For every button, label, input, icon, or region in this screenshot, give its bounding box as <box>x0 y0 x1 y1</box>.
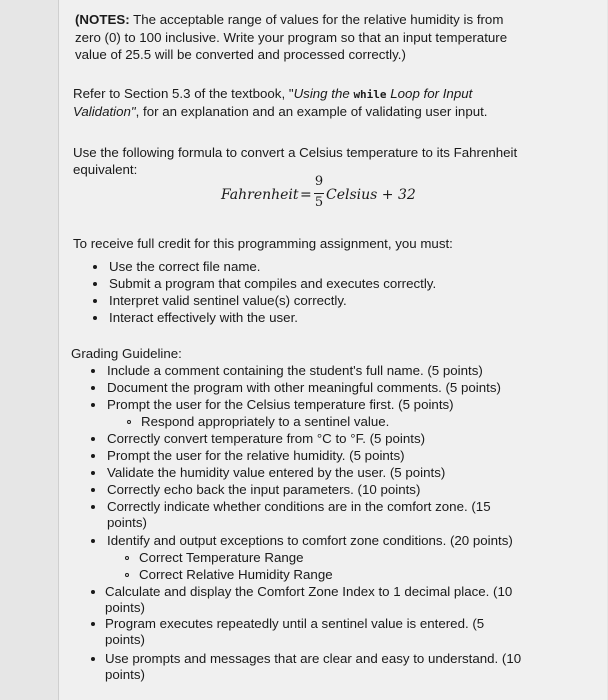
grading-subitem: Respond appropriately to a sentinel value. <box>141 414 390 429</box>
bullet <box>91 471 95 475</box>
refer-text-2: , for an explanation and an example of validating user input. <box>135 104 488 119</box>
formula-intro-line-1: Use the following formula to convert a Celsius temperature to its Fahrenheit <box>73 145 518 160</box>
notes-line-2: zero (0) to 100 inclusive. Write your program so that an input temperature <box>75 30 508 45</box>
bullet <box>91 369 95 373</box>
grading-item-cont: points) <box>105 632 145 647</box>
refer-line-1 <box>73 86 472 102</box>
refer-italic-2: Loop for Input <box>386 86 473 101</box>
grading-item: Correctly convert temperature from °C to °F. (5 points) <box>107 431 426 446</box>
credit-item: Interpret valid sentinel value(s) correctly. <box>109 293 347 308</box>
grading-item-cont: points) <box>105 667 145 682</box>
sub-bullet <box>127 420 131 424</box>
notes-line-3: value of 25.5 will be converted and processed correctly.) <box>75 47 406 62</box>
formula-numerator: 9 <box>314 174 324 189</box>
credit-item: Interact effectively with the user. <box>109 310 298 325</box>
bullet <box>93 282 97 286</box>
grading-item-cont: points) <box>105 600 145 615</box>
refer-code: while <box>353 88 387 101</box>
notes-line-1 <box>75 12 503 27</box>
bullet <box>91 488 95 492</box>
grading-title: Grading Guideline: <box>71 346 182 361</box>
fraction-bar <box>314 193 324 194</box>
bullet <box>91 386 95 390</box>
formula-denominator: 5 <box>314 195 324 210</box>
grading-item: Correctly indicate whether conditions are in the comfort zone. (15 <box>107 499 491 514</box>
bullet <box>93 265 97 269</box>
bullet <box>91 505 95 509</box>
grading-item: Correctly echo back the input parameters. (10 points) <box>107 482 421 497</box>
formula-equals: = <box>300 187 312 203</box>
grading-item: Prompt the user for the relative humidity. (5 points) <box>107 448 405 463</box>
grading-item: Prompt the user for the Celsius temperature first. (5 points) <box>107 397 454 412</box>
refer-italic-3: Validation" <box>73 104 136 119</box>
credit-item: Submit a program that compiles and executes correctly. <box>109 276 437 291</box>
notes-label: (NOTES: <box>75 12 130 27</box>
sub-bullet <box>125 573 129 577</box>
grading-item: Document the program with other meaningful comments. (5 points) <box>107 380 501 395</box>
bullet <box>91 657 95 661</box>
formula-intro-line-2: equivalent: <box>73 162 138 177</box>
bullet <box>93 316 97 320</box>
document-page <box>58 0 607 700</box>
refer-text: Refer to Section 5.3 of the textbook, " <box>73 86 294 101</box>
grading-item: Program executes repeatedly until a sentinel value is entered. (5 <box>105 616 485 631</box>
notes-text: The acceptable range of values for the relative humidity is from <box>129 12 504 27</box>
bullet <box>91 454 95 458</box>
bullet <box>93 299 97 303</box>
grading-item-cont: points) <box>107 515 147 530</box>
bullet <box>91 437 95 441</box>
credit-intro: To receive full credit for this programming assignment, you must: <box>73 236 453 251</box>
bullet <box>91 403 95 407</box>
grading-item: Include a comment containing the student's full name. (5 points) <box>107 363 483 378</box>
refer-italic: Using the <box>293 86 354 101</box>
refer-line-2 <box>73 104 488 119</box>
sub-bullet <box>125 556 129 560</box>
formula-rhs: Celsius + 32 <box>326 187 416 203</box>
grading-item: Calculate and display the Comfort Zone Index to 1 decimal place. (10 <box>105 584 513 599</box>
formula-lhs: Fahrenheit <box>221 187 299 203</box>
bullet <box>91 539 95 543</box>
grading-item: Identify and output exceptions to comfort zone conditions. (20 points) <box>107 533 513 548</box>
grading-subitem: Correct Temperature Range <box>139 550 304 565</box>
bullet <box>91 590 95 594</box>
grading-item: Use prompts and messages that are clear and easy to understand. (10 <box>105 651 522 666</box>
credit-item: Use the correct file name. <box>109 259 261 274</box>
grading-subitem: Correct Relative Humidity Range <box>139 567 333 582</box>
bullet <box>91 622 95 626</box>
grading-item: Validate the humidity value entered by the user. (5 points) <box>107 465 446 480</box>
